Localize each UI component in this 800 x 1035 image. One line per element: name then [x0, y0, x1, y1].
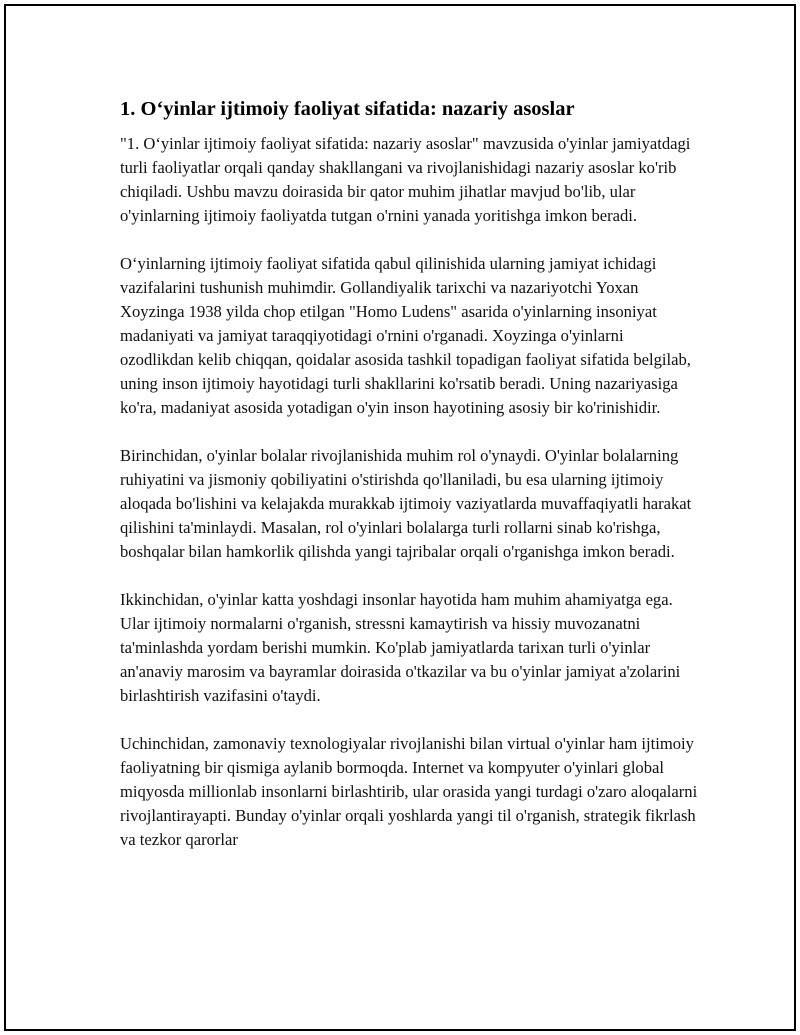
section-heading: 1. O‘yinlar ijtimoiy faoliyat sifatida: nazariy asoslar — [120, 98, 575, 120]
paragraph-huizinga: O‘yinlarning ijtimoiy faoliyat sifatida qabul qilinishida ularning jamiyat ichidagi vazifalarini tushunish muhimdir. Gollandiyalik tarixchi va nazariyotchi Yoxan Xoyzinga 1938 yilda chop etilgan "Homo Ludens" asarida o'yinlarning insoniyat madaniyati va jamiyat taraqqiyotidagi o'rnini o'rganadi. Xoyzinga o'yinlarni ozodlikdan kelib chiqqan, qoidalar asosida tashkil topadigan faoliyat sifatida belgilab, uning inson ijtimoiy hayotidagi turli shakllarini ko'rsatib beradi. Uning nazariyasiga ko'ra, madaniyat asosida yotadigan o'yin inson hayotining asosiy bir ko'rinishidir. — [120, 254, 691, 417]
paragraph-second: Ikkinchidan, o'yinlar katta yoshdagi insonlar hayotida ham muhim ahamiyatga ega. Ular ijtimoiy normalarni o'rganish, stressni kamaytirish va hissiy muvozanatni ta'minlashda yordam berishi mumkin. Ko'plab jamiyatlarda tarixan turli o'yinlar an'anaviy marosim va bayramlar doirasida o'tkazilar va bu o'yinlar jamiyat a'zolarini birlashtirish vazifasini o'taydi. — [120, 590, 681, 705]
paragraph-first: Birinchidan, o'yinlar bolalar rivojlanishida muhim rol o'ynaydi. O'yinlar bolalarning ruhiyatini va jismoniy qobiliyatini o'stirishda qo'llaniladi, bu esa ularning ijtimoiy aloqada bo'lishini va kelajakda murakkab ijtimoiy vaziyatlarda muvaffaqiyatli harakat qilishini ta'minlaydi. Masalan, rol o'yinlari bolalarga turli rollarni sinab ko'rishga, boshqalar bilan hamkorlik qilishda yangi tajribalar orqali o'rganishga imkon beradi. — [120, 446, 692, 561]
paragraph-third: Uchinchidan, zamonaviy texnologiyalar rivojlanishi bilan virtual o'yinlar ham ijtimoiy faoliyatning bir qismiga aylanib bormoqda. Internet va kompyuter o'yinlari global miqyosda millionlab insonlarni birlashtirib, ular orasida yangi turdagi o'zaro aloqalarni rivojlantirayapti. Bunday o'yinlar orqali yoshlarda yangi til o'rganish, strategik fikrlash va tezkor qarorlar — [120, 734, 698, 849]
paragraph-intro: "1. O‘yinlar ijtimoiy faoliyat sifatida: nazariy asoslar" mavzusida o'yinlar jamiyatdagi turli faoliyatlar orqali qanday shakllangani va rivojlanishidagi nazariy asoslar ko'rib chiqiladi. Ushbu mavzu doirasida bir qator muhim jihatlar mavjud bo'lib, ular o'yinlarning ijtimoiy faoliyatda tutgan o'rnini yanada yoritishga imkon beradi. — [120, 134, 691, 225]
page — [4, 4, 796, 1031]
document-body — [120, 96, 700, 876]
